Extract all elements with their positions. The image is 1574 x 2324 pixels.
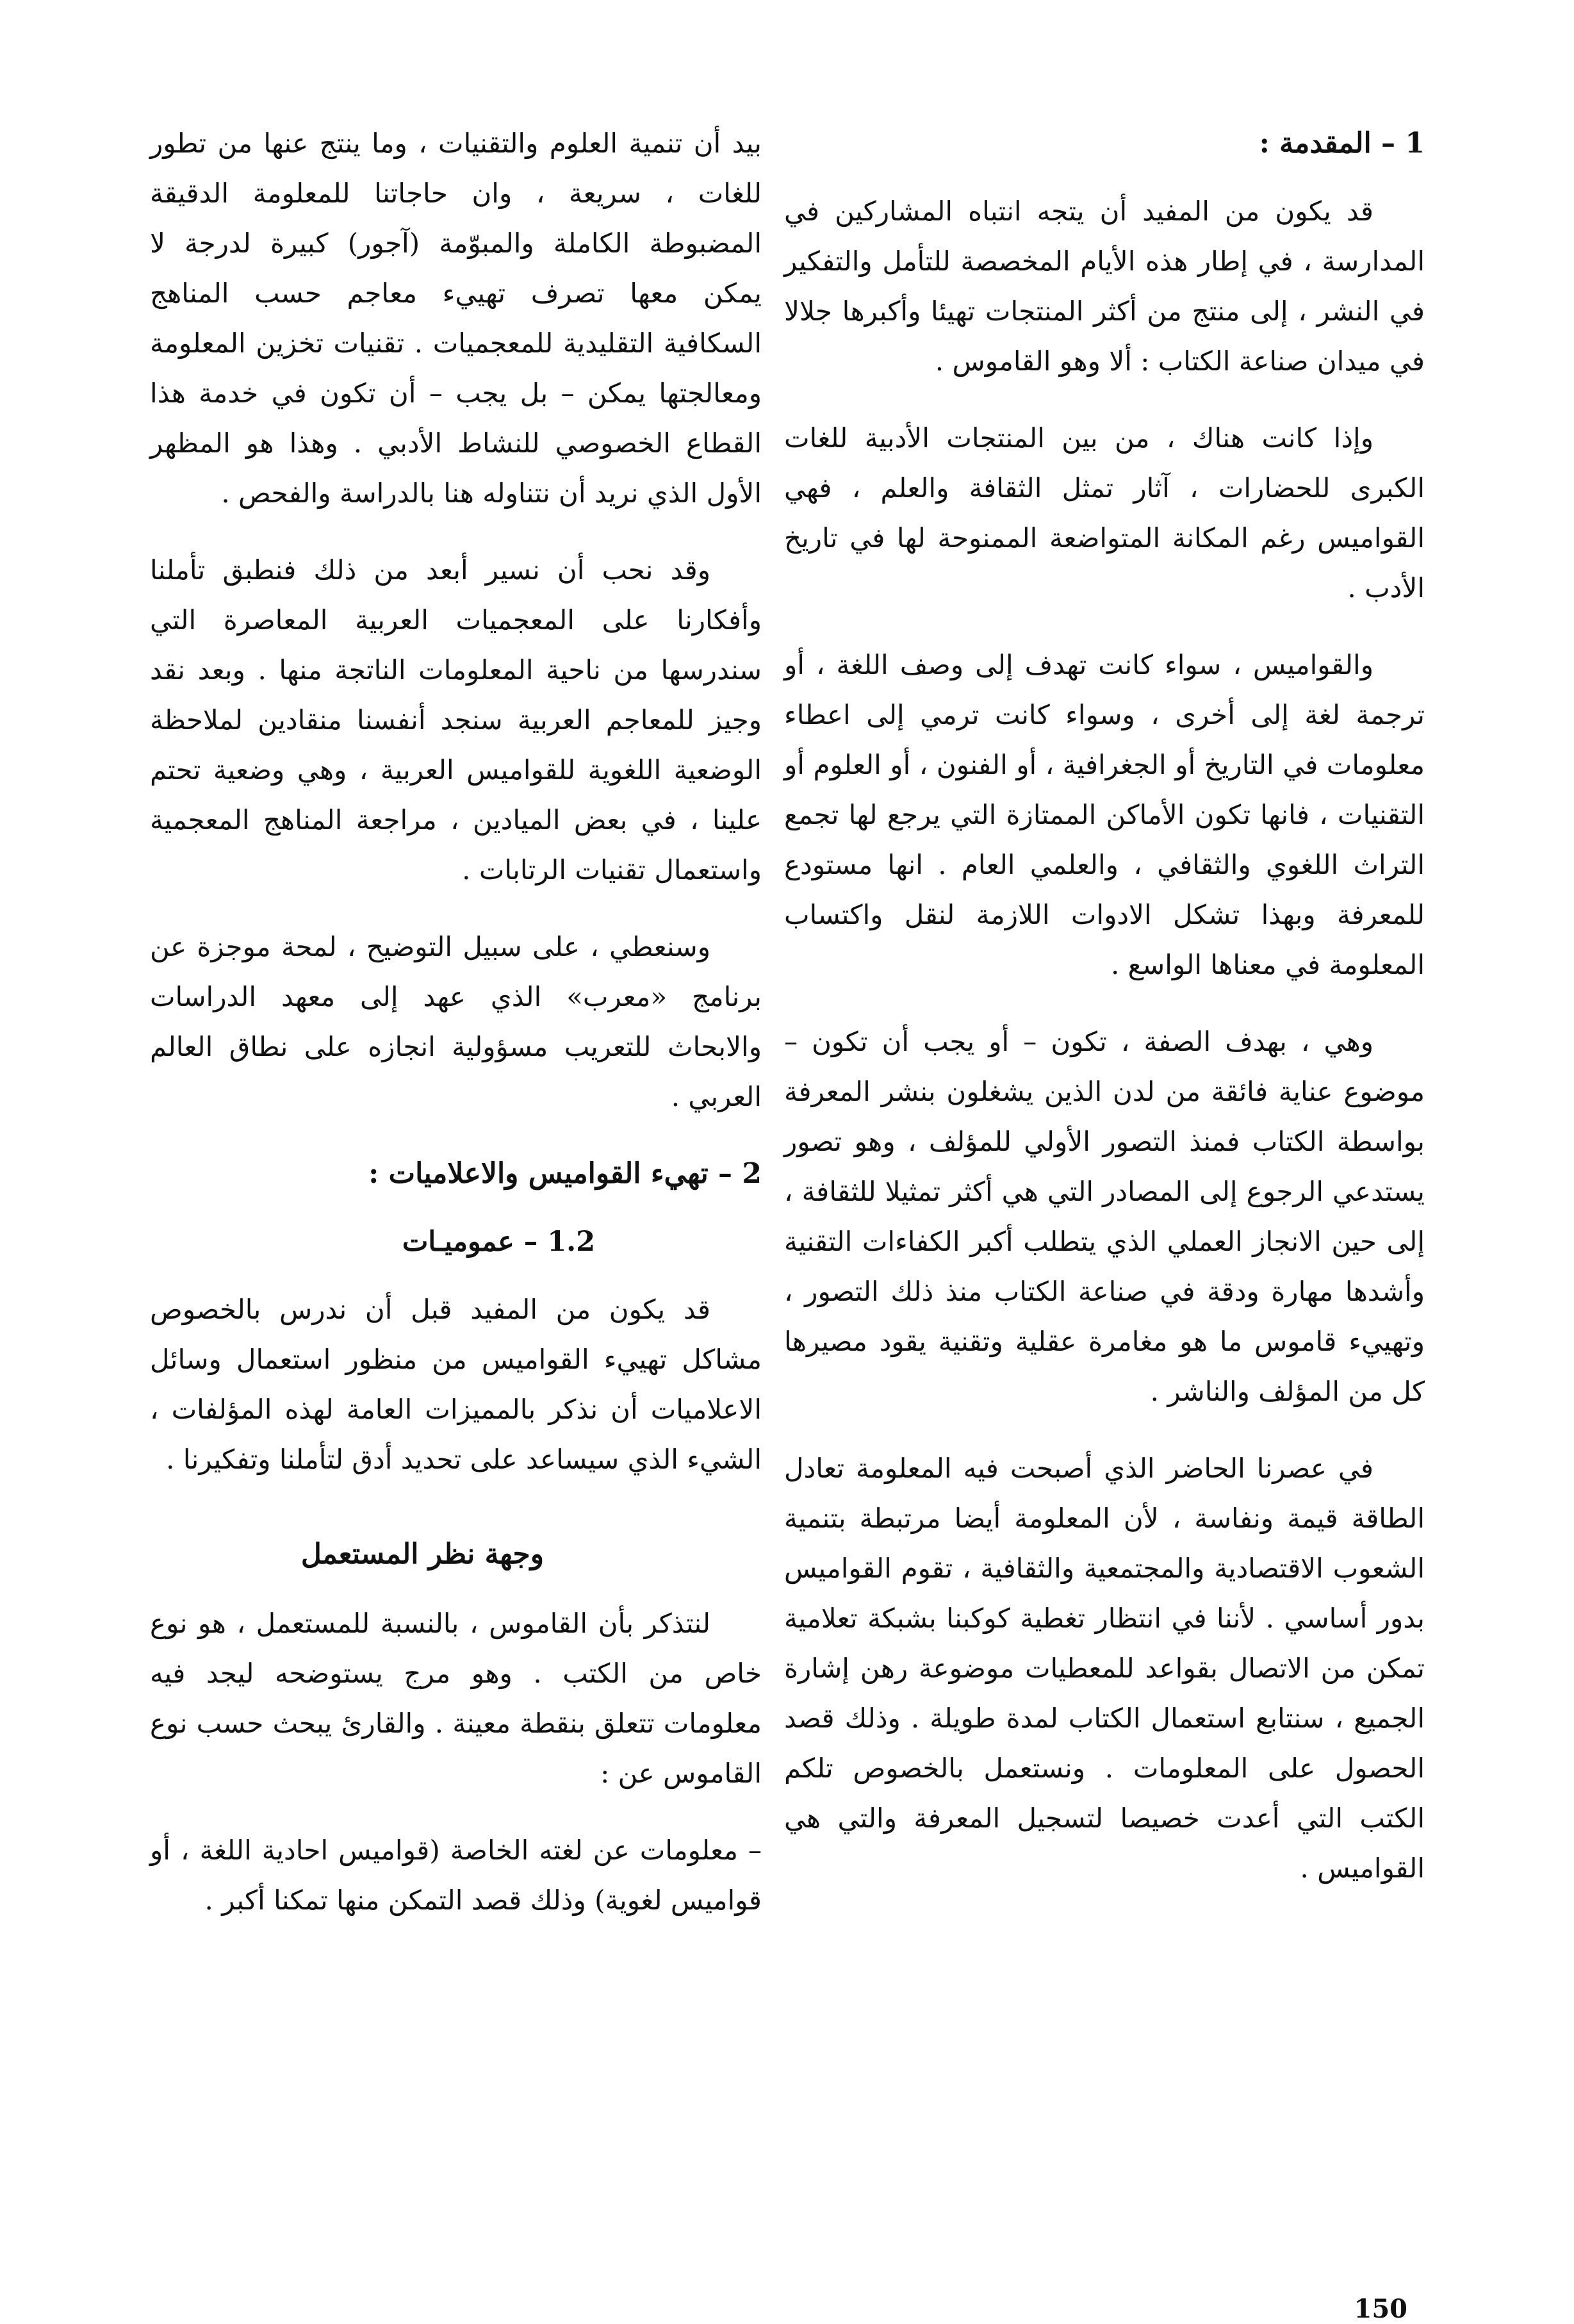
paragraph: وقد نحب أن نسير أبعد من ذلك فنطبق تأملنا وأفكارنا على المعجميات العربية المعاصرة التي سندرسها من ناحية المعلومات الناتجة منها . وبعد نقد وجيز للمعاجم العربية سنجد أنفسنا منقادين لملاحظة الوضعية اللغوية للقواميس العربية ، وهي وضعية تحتم علينا ، في بعض الميادين ، مراجعة المناهج المعجمية واستعمال تقنيات الرتابات . xyxy=(150,554,762,886)
right-column xyxy=(784,119,1425,1920)
paragraph: والقواميس ، سواء كانت تهدف إلى وصف اللغة ، أو ترجمة لغة إلى أخرى ، وسواء كانت ترمي إلى اعطاء معلومات في التاريخ أو الجغرافية ، أو الفنون ، أو العلوم أو التقنيات ، فانها تكون الأماكن الممتازة التي يرجع لها تجمع التراث اللغوي والثقافي ، والعلمي العام . انها مستودع للمعرفة وبهذا تشكل الادوات اللازمة لنقل واكتساب المعلومة في معناها الواسع . xyxy=(784,649,1425,980)
introduction-heading: 1 – المقدمة : xyxy=(1259,127,1425,160)
page-number-wrap xyxy=(1354,2294,1408,2324)
page-number: 150 xyxy=(1354,2294,1407,2324)
user-perspective-heading: وجهة نظر المستعمل xyxy=(300,1538,544,1570)
left-column xyxy=(150,119,762,1952)
paragraph: بيد أن تنمية العلوم والتقنيات ، وما ينتج عنها من تطور للغات ، سريعة ، وان حاجاتنا للمعلومة الدقيقة المضبوطة الكاملة والمبوّمة (آجور) كبيرة لدرجة لا يمكن معها تصرف تهييء معاجم حسب المناهج السكافية التقليدية للمعجميات . تقنيات تخزين المعلومة ومعالجتها يمكن – بل يجب – أن تكون في خدمة هذا القطاع الخصوصي للنشاط الأدبي . وهذا هو المظهر الأول الذي نريد أن نتناوله هنا بالدراسة والفحص . xyxy=(150,128,762,509)
list-item: – معلومات عن لغته الخاصة (قواميس احادية اللغة ، أو قواميس لغوية) وذلك قصد التمكن منها تمكنا أكبر . xyxy=(150,1834,762,1916)
paragraph: وسنعطي ، على سبيل التوضيح ، لمحة موجزة عن برنامج «معرب» الذي عهد إلى معهد الدراسات والابحاث للتعريب مسؤولية انجازه على نطاق العالم العربي . xyxy=(150,931,762,1112)
paragraph: قد يكون من المفيد قبل أن ندرس بالخصوص مشاكل تهييء القواميس من منظور استعمال وسائل الاعلاميات أن نذكر بالمميزات العامة لهذه المؤلفات ، الشيء الذي سيساعد على تحديد أدق لتأملنا وتفكيرنا . xyxy=(150,1294,762,1475)
paragraph: وهي ، بهدف الصفة ، تكون – أو يجب أن تكون – موضوع عناية فائقة من لدن الذين يشغلون بنشر المعرفة بواسطة الكتاب فمنذ التصور الأولي للمؤلف ، وهو تصور يستدعي الرجوع إلى المصادر التي هي أكثر تمثيلا للثقافة ، إلى حين الانجاز العملي الذي يتطلب أكبر الكفاءات التقنية وأشدها مهارة ودقة في صناعة الكتاب منذ ذلك التصور ، وتهييء قاموس ما هو مغامرة عقلية وتقنية يقود مصيرها كل من المؤلف والناشر . xyxy=(784,1026,1425,1407)
section-heading: 2 – تهيء القواميس والاعلاميات : xyxy=(368,1157,762,1190)
paragraph: في عصرنا الحاضر الذي أصبحت فيه المعلومة تعادل الطاقة قيمة ونفاسة ، لأن المعلومة أيضا مرتبطة بتنمية الشعوب الاقتصادية والمجتمعية والثقافية ، تقوم القواميس بدور أساسي . لأننا في انتظار تغطية كوكبنا بشبكة تعلامية تمكن من الاتصال بقواعد للمعطيات موضوعة رهن إشارة الجميع ، سنتابع استعمال الكتاب لمدة طويلة . وذلك قصد الحصول على المعلومات . ونستعمل بالخصوص تلكم الكتب التي أعدت خصيصا لتسجيل المعرفة والتي هي القواميس . xyxy=(784,1453,1425,1884)
paragraph: وإذا كانت هناك ، من بين المنتجات الأدبية للغات الكبرى للحضارات ، آثار تمثل الثقافة والعلم ، فهي القواميس رغم المكانة المتواضعة الممنوحة لها في تاريخ الأدب . xyxy=(784,422,1425,604)
paragraph: قد يكون من المفيد أن يتجه انتباه المشاركين في المدارسة ، في إطار هذه الأيام المخصصة للتأمل والتفكير في النشر ، إلى منتج من أكثر المنتجات تهيئا وأكبرها جلالا في ميدان صناعة الكتاب : ألا وهو القاموس . xyxy=(784,195,1425,377)
paragraph: لنتذكر بأن القاموس ، بالنسبة للمستعمل ، هو نوع خاص من الكتب . وهو مرج يستوضحه ليجد فيه معلومات تتعلق بنقطة معينة . والقارئ يبحث حسب نوع القاموس عن : xyxy=(150,1608,762,1789)
subsection-heading: 1.2 – عموميـات xyxy=(402,1226,595,1258)
